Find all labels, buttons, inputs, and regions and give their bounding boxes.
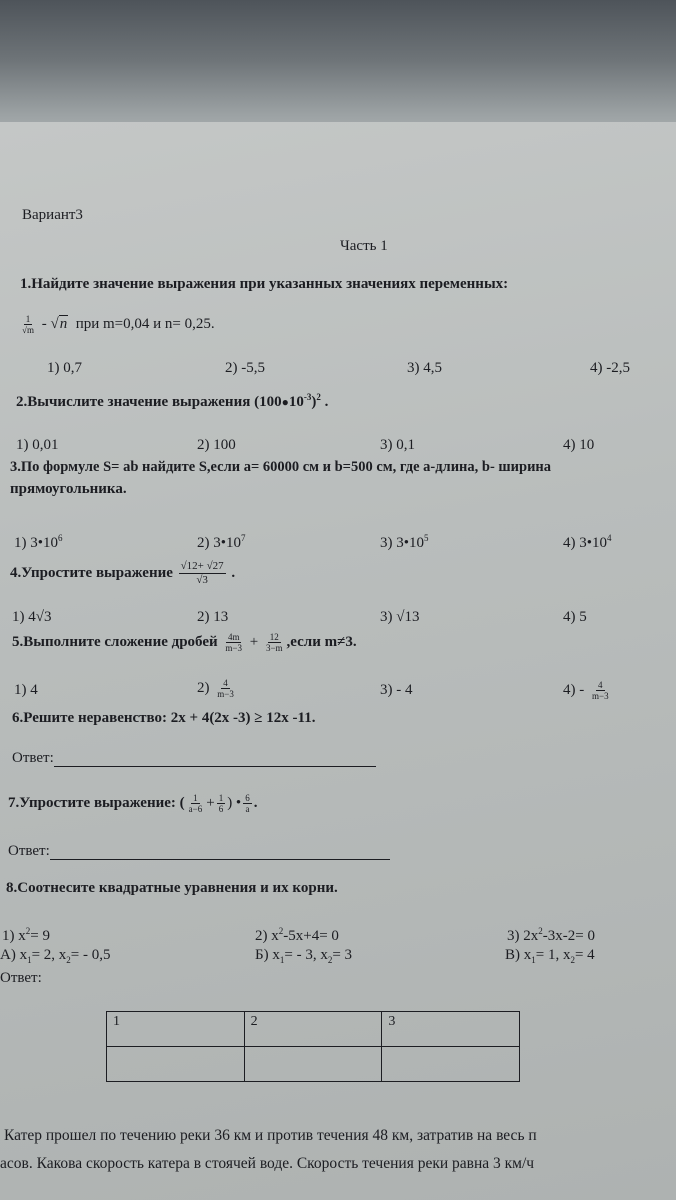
q5-fraction-1 (223, 632, 244, 653)
table-row (107, 1047, 520, 1082)
q5-option-4-pre: 4) - (563, 681, 585, 698)
q5-option-3[interactable]: 3) - 4 (380, 682, 413, 698)
q8-text: 8.Соотнесите квадратные уравнения и их корни. (6, 880, 338, 896)
q8-answer-label: Ответ: (0, 970, 42, 986)
q8-ra-l: А) x (0, 947, 28, 963)
answer-cell[interactable] (107, 1047, 245, 1082)
q7-text-label: 7.Упростите выражение: ( (8, 794, 185, 811)
q4-option-2[interactable]: 2) 13 (197, 609, 229, 625)
q5-option-2-fraction (215, 678, 236, 699)
q5-text (12, 632, 357, 653)
part-title: Часть 1 (340, 238, 388, 254)
q7-answer (8, 843, 390, 860)
q8-roots-c (505, 947, 595, 965)
q8-rb-l: Б) x (255, 947, 280, 963)
q3-option-2-exp: 7 (241, 533, 246, 543)
q7-f2-den: 6 (218, 804, 224, 814)
q8-rb-m: = - 3, x (284, 947, 328, 963)
table-header-cell: 2 (244, 1012, 382, 1047)
q5-f1-den: m−3 (225, 643, 242, 653)
q7-f1-den: a−6 (188, 804, 203, 814)
q4-option-1[interactable]: 1) 4√3 (12, 609, 52, 625)
q7-f1-num: 1 (193, 793, 198, 803)
q5-condition: ,если m≠3. (286, 633, 357, 650)
q7-fraction-1 (187, 793, 205, 814)
q1-fraction (20, 314, 36, 335)
q3-option-2[interactable] (197, 533, 246, 552)
q3-option-1-base: 1) 3•10 (14, 535, 58, 551)
q2-exp-inner: -3 (303, 392, 312, 402)
q8-rb-s2: 2 (327, 955, 333, 965)
q4-frac-num: √12+ √27 (180, 560, 224, 572)
q7-f3-num: 6 (245, 793, 250, 803)
q1-condition: при m=0,04 и n= 0,25. (75, 315, 215, 332)
q1-frac-num: 1 (25, 314, 31, 324)
q8-eq3-sup: 2 (538, 926, 543, 936)
q4-fraction (179, 560, 226, 587)
q7-f2-num: 1 (218, 793, 224, 803)
q4-option-4[interactable]: 4) 5 (563, 609, 587, 625)
q5-text-label: 5.Выполните сложение дробей (12, 633, 218, 650)
q5-option-2[interactable] (197, 678, 238, 699)
q2-option-4[interactable]: 4) 10 (563, 437, 595, 453)
q1-minus-root: - √ (41, 315, 59, 332)
q2-end: . (320, 394, 329, 410)
q6-answer (12, 750, 376, 767)
q2-option-2[interactable]: 2) 100 (197, 437, 236, 453)
q1-expression (18, 314, 215, 335)
table-header-cell: 1 (107, 1012, 245, 1047)
q5-option-4-fraction (590, 680, 611, 701)
q2-exp-outer: 2 (316, 392, 321, 402)
table-row (107, 1012, 520, 1047)
q2-dot: ● (281, 395, 289, 409)
q5-option-2-num: 4 (223, 678, 228, 688)
q8-equation-3 (507, 926, 595, 945)
q8-eq2-sup: 2 (278, 926, 284, 936)
q3-option-3-exp: 5 (424, 533, 429, 543)
q3-option-4[interactable] (563, 533, 612, 552)
answer-cell[interactable] (244, 1047, 382, 1082)
q8-ra-m: = 2, x (31, 947, 67, 963)
q5-option-1[interactable]: 1) 4 (14, 682, 38, 698)
q8-roots-b (255, 947, 352, 965)
q4-text (10, 560, 235, 587)
q8-eq2-pre: 2) x (255, 928, 279, 944)
q7-end: . (253, 794, 258, 811)
q5-option-2-pre: 2) (197, 679, 210, 696)
q3-option-1[interactable] (14, 533, 63, 552)
table-header-cell: 3 (382, 1012, 520, 1047)
q8-rc-s2: 2 (570, 955, 575, 965)
q8-equation-1 (2, 926, 50, 945)
q8-eq3-pre: 3) 2x (507, 928, 539, 944)
q5-option-4[interactable] (563, 680, 613, 701)
q3-option-4-base: 4) 3•10 (563, 535, 607, 551)
q3-text-line2: прямоугольника. (10, 481, 127, 497)
q3-text-line1: 3.По формуле S= ab найдите S,если a= 60000 см и b=500 см, где a-длина, b- ширина (10, 459, 552, 475)
q7-mid: ) • (227, 794, 242, 811)
q7-f3-den: a (245, 804, 250, 814)
q8-ra-s1: 1 (27, 955, 32, 965)
q7-answer-line[interactable] (50, 845, 390, 860)
q4-text-label: 4.Упростите выражение (10, 564, 173, 581)
q8-rc-r: = 4 (574, 947, 595, 963)
q1-option-4[interactable]: 4) -2,5 (590, 360, 630, 376)
q8-rb-s1: 1 (279, 955, 285, 965)
q8-eq1-post: = 9 (30, 928, 50, 944)
q4-frac-den: √3 (196, 574, 208, 586)
q1-option-3[interactable]: 3) 4,5 (407, 360, 442, 376)
q8-rc-s1: 1 (531, 955, 536, 965)
q9-line2: асов. Какова скорость катера в стоячей воде. Скорость течения реки равна 3 км/ч (0, 1155, 535, 1172)
q3-option-4-exp: 4 (607, 533, 612, 543)
q8-ra-s2: 2 (66, 955, 71, 965)
q2-close: ) (311, 394, 317, 410)
q1-radicand: n (59, 315, 68, 332)
q2-option-3[interactable]: 3) 0,1 (380, 437, 415, 453)
q3-option-3-base: 3) 3•10 (380, 535, 424, 551)
q5-f2-num: 12 (269, 632, 279, 642)
q1-frac-den: √m (22, 325, 34, 335)
q3-option-2-base: 2) 3•10 (197, 535, 241, 551)
q8-rc-l: В) x (505, 947, 532, 963)
q7-fraction-3 (243, 793, 252, 814)
q8-eq3-post: -3x-2= 0 (542, 928, 595, 944)
q5-f1-num: 4m (227, 632, 240, 642)
q2-text (16, 392, 328, 411)
q1-text: 1.Найдите значение выражения при указанных значениях переменных: (20, 276, 509, 292)
q3-option-1-exp: 6 (58, 533, 63, 543)
q8-equation-2 (255, 926, 339, 945)
q3-option-3[interactable] (380, 533, 429, 552)
q8-eq1-sup: 2 (25, 926, 31, 936)
q7-text (8, 793, 257, 814)
q5-plus: + (249, 633, 259, 650)
q4-option-3[interactable]: 3) √13 (380, 609, 420, 625)
q5-option-4-den: m−3 (592, 691, 609, 701)
q6-answer-label: Ответ: (12, 750, 54, 766)
q8-ra-r: = - 0,5 (70, 947, 111, 963)
q6-text: 6.Решите неравенство: 2x + 4(2x -3) ≥ 12x -11. (12, 710, 316, 726)
q7-answer-label: Ответ: (8, 843, 50, 859)
q5-f2-den: 3−m (265, 643, 283, 653)
q9-line1: Катер прошел по течению реки 36 км и против течения 48 км, затратив на весь п (4, 1127, 537, 1144)
q7-fraction-2 (217, 793, 226, 814)
q5-option-2-den: m−3 (217, 689, 234, 699)
q4-end: . (231, 564, 236, 581)
q8-answer-table (106, 1011, 520, 1082)
q5-fraction-2 (264, 632, 285, 653)
q1-option-2[interactable]: 2) -5,5 (225, 360, 265, 376)
q2-option-1[interactable]: 1) 0,01 (16, 437, 59, 453)
q8-roots-a (0, 947, 111, 965)
answer-cell[interactable] (382, 1047, 520, 1082)
q1-option-1[interactable]: 1) 0,7 (47, 360, 82, 376)
q8-eq2-post: -5x+4= 0 (283, 928, 339, 944)
q7-plus: + (206, 794, 215, 811)
q5-option-4-num: 4 (598, 680, 603, 690)
q2-base: 10 (288, 394, 304, 410)
q2-text-pre: 2.Вычислите значение выражения (100 (16, 394, 282, 410)
q6-answer-line[interactable] (54, 752, 376, 767)
q8-rc-m: = 1, x (535, 947, 571, 963)
q8-eq1-pre: 1) x (2, 928, 26, 944)
q8-rb-r: = 3 (332, 947, 353, 963)
variant-label: Вариант3 (22, 207, 83, 223)
